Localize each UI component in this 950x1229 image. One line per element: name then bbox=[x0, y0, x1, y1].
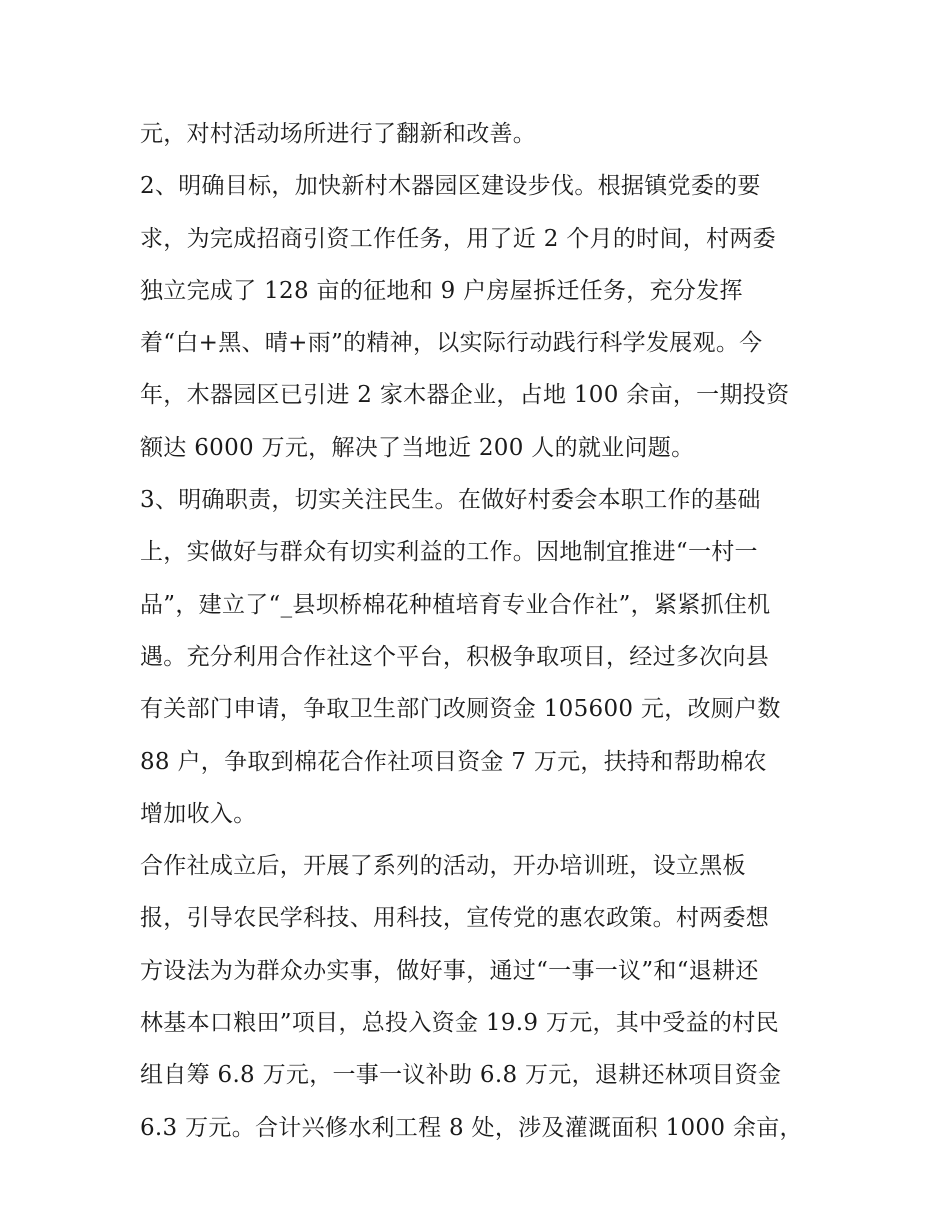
text-line: 独立完成了 128 亩的征地和 9 户房屋拆迁任务，充分发挥 bbox=[140, 277, 743, 304]
text-line: 遇。充分利用合作社这个平台，积极争取项目，经过多次向县 bbox=[140, 643, 770, 670]
text-line: 88 户，争取到棉花合作社项目资金 7 万元，扶持和帮助棉农 bbox=[140, 748, 767, 775]
text-line: 品”，建立了“_县坝桥棉花种植培育专业合作社”，紧紧抓住机 bbox=[140, 591, 771, 618]
text-line: 合作社成立后，开展了系列的活动，开办培训班，设立黑板 bbox=[140, 853, 746, 880]
text-line: 年，木器园区已引进 2 家木器企业，占地 100 余亩，一期投资 bbox=[140, 382, 790, 409]
text-line: 组自筹 6.8 万元，一事一议补助 6.8 万元，退耕还林项目资金 bbox=[140, 1062, 782, 1089]
text-line: 求，为完成招商引资工作任务，用了近 2 个月的时间，村两委 bbox=[140, 225, 776, 252]
text-line: 上，实做好与群众有切实利益的工作。因地制宜推进“一村一 bbox=[140, 539, 758, 566]
text-line: 有关部门申请，争取卫生部门改厕资金 105600 元，改厕户数 bbox=[140, 696, 781, 723]
text-line: 着“白+黑、晴+雨”的精神，以实际行动践行科学发展观。今 bbox=[140, 330, 763, 357]
text-line: 报，引导农民学科技、用科技，宣传党的惠农政策。村两委想 bbox=[140, 905, 770, 932]
text-line: 额达 6000 万元，解决了当地近 200 人的就业问题。 bbox=[140, 434, 695, 461]
text-line: 林基本口粮田”项目，总投入资金 19.9 万元，其中受益的村民 bbox=[140, 1010, 779, 1037]
text-line: 2、明确目标，加快新村木器园区建设步伐。根据镇党委的要 bbox=[140, 173, 761, 200]
text-line: 6.3 万元。合计兴修水利工程 8 处，涉及灌溉面积 1000 余亩， bbox=[140, 1114, 803, 1141]
body-text bbox=[140, 108, 830, 1154]
text-line: 方设法为为群众办实事，做好事，通过“一事一议”和“退耕还 bbox=[140, 957, 759, 984]
text-line: 增加收入。 bbox=[140, 800, 257, 827]
text-line: 元，对村活动场所进行了翻新和改善。 bbox=[140, 121, 537, 147]
text-line: 3、明确职责，切实关注民生。在做好村委会本职工作的基础 bbox=[140, 487, 761, 514]
